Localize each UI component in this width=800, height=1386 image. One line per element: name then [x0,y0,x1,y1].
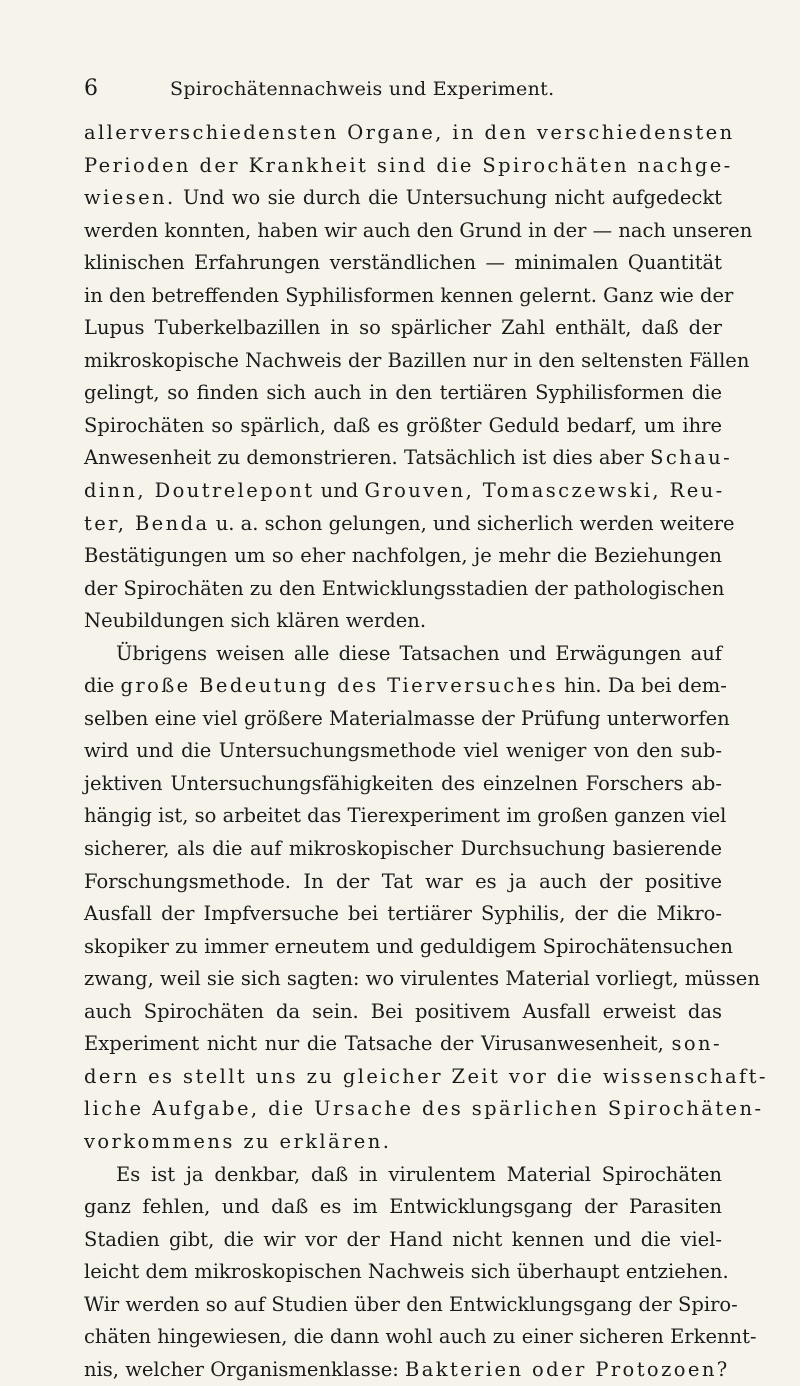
text-run: werden konnten, haben wir auch den Grund in der — nach unseren [84,218,753,242]
text-run: Es ist ja denkbar, daß in virulentem Material Spirochäten [116,1162,722,1186]
text-line [84,508,735,541]
emphasized-text: liche Aufgabe, die Ursache des spärlichen Spirochäten- [84,1097,764,1121]
text-line [84,800,727,833]
text-line [84,312,722,345]
emphasized-text: wiesen. [84,186,176,210]
text-run: und [314,479,365,503]
text-line [84,215,753,248]
text-run: hin. Da bei dem- [557,674,727,698]
text-run: Forschungsmethode. In der Tat war es ja auch der positive [84,869,722,893]
text-line [84,1159,722,1192]
text-run: gelingt, so finden sich auch in den tertiären Syphilisformen die [84,381,722,405]
emphasized-text: Schau- [650,446,733,470]
text-line [84,540,722,573]
text-run: Und wo sie durch die Untersuchung nicht aufgedeckt [175,186,722,210]
text-line [84,1354,730,1386]
text-line [84,833,722,866]
text-line [84,735,722,768]
emphasized-text: dern es stellt uns zu gleicher Zeit vor die wissenschaft- [84,1064,768,1088]
running-title: Spirochätennachweis und Experiment. [170,78,555,100]
text-run: chäten hingewiesen, die dann wohl auch zu einer sicheren Erkennt- [84,1325,757,1349]
emphasized-text: vorkommens zu erklären. [84,1129,392,1153]
text-line [84,768,722,801]
text-run: Anwesenheit zu demonstrieren. Tatsächlich ist dies aber [84,446,651,470]
text-line [84,1321,757,1354]
emphasized-text: ter, Benda [84,511,210,535]
text-line [84,931,733,964]
page-header [84,72,724,106]
text-run: Spirochäten so spärlich, daß es größter Geduld bedarf, um ihre [84,413,722,437]
text-line [84,963,760,996]
text-run: jektiven Untersuchungsfähigkeiten des einzelnen Forschers ab- [84,771,722,795]
text-line [84,1028,722,1061]
text-run: Experiment nicht nur die Tatsache der Virusanwesenheit, [84,1032,672,1056]
text-run: klinischen Erfahrungen verständlichen — minimalen Quantität [84,251,722,275]
text-line [84,1126,722,1159]
text-run: wird und die Untersuchungsmethode viel weniger von den sub- [84,739,722,763]
text-line [84,670,727,703]
emphasized-text: Perioden der Krankheit sind die Spirochäten nachge- [84,153,733,177]
text-line [84,866,722,899]
text-run: u. a. schon gelungen, und sicherlich werden weitere [209,511,735,535]
text-run: in den betreffenden Syphilisformen kennen gelernt. Ganz wie der [84,283,734,307]
text-line [84,1191,722,1224]
text-line [84,898,722,931]
text-run: Wir werden so auf Studien über den Entwicklungsgang der Spiro- [84,1292,738,1316]
text-run: zwang, weil sie sich sagten: wo virulentes Material vorliegt, müssen [84,967,760,991]
text-line [84,442,733,475]
text-line [84,1289,738,1322]
text-line [84,247,722,280]
text-run: Übrigens weisen alle diese Tatsachen und Erwägungen auf [116,641,722,665]
emphasized-text: große Bedeutung des Tierversuches [120,674,558,698]
text-run: selben eine viel größere Materialmasse der Prüfung unterworfen [84,706,730,730]
text-line [84,182,722,215]
emphasized-text: dinn, Doutrelepont [84,479,315,503]
text-line [84,1256,729,1289]
text-line [84,638,722,671]
text-line [84,605,722,638]
text-run: mikroskopische Nachweis der Bazillen nur in den seltensten Fällen [84,348,750,372]
text-line [84,345,750,378]
text-line [84,1061,768,1094]
text-run: sicherer, als die auf mikroskopischer Durchsuchung basierende [84,837,722,861]
text-run: leicht dem mikroskopischen Nachweis sich überhaupt entziehen. [84,1260,729,1284]
emphasized-text: son- [671,1032,722,1056]
text-run: auch Spirochäten da sein. Bei positivem Ausfall erweist das [84,999,722,1023]
text-line [84,150,733,183]
text-line [84,280,734,313]
text-line [84,377,722,410]
text-line [84,410,722,443]
text-run: Bestätigungen um so eher nachfolgen, je mehr die Beziehungen [84,544,722,568]
page-number: 6 [84,76,98,101]
text-run: ganz fehlen, und daß es im Entwicklungsgang der Parasiten [84,1195,722,1219]
text-run: skopiker zu immer erneutem und geduldigem Spirochätensuchen [84,934,733,958]
emphasized-text: Bakterien oder Protozoen? [405,1357,730,1381]
text-line [84,1224,722,1257]
text-run: Stadien gibt, die wir vor der Hand nicht kennen und die viel- [84,1227,722,1251]
text-run: Neubildungen sich klären werden. [84,609,427,633]
text-run: die [84,674,121,698]
emphasized-text: Grouven, Tomasczewski, Reu- [364,479,725,503]
body-text [84,117,768,1386]
emphasized-text: allerverschiedensten Organe, in den verschiedensten [84,121,735,144]
text-run: Lupus Tuberkelbazillen in so spärlicher Zahl enthält, daß der [84,316,722,340]
text-run: Ausfall der Impfversuche bei tertiärer Syphilis, der die Mikro- [84,902,722,926]
text-line [84,475,725,508]
text-line [84,996,722,1029]
text-run: nis, welcher Organismenklasse: [84,1357,406,1381]
text-line [84,573,725,606]
text-line [84,703,730,736]
text-line [84,1093,764,1126]
text-run: hängig ist, so arbeitet das Tierexperiment im großen ganzen viel [84,804,727,828]
text-run: der Spirochäten zu den Entwicklungsstadien der pathologischen [84,576,725,600]
text-line [84,117,735,150]
